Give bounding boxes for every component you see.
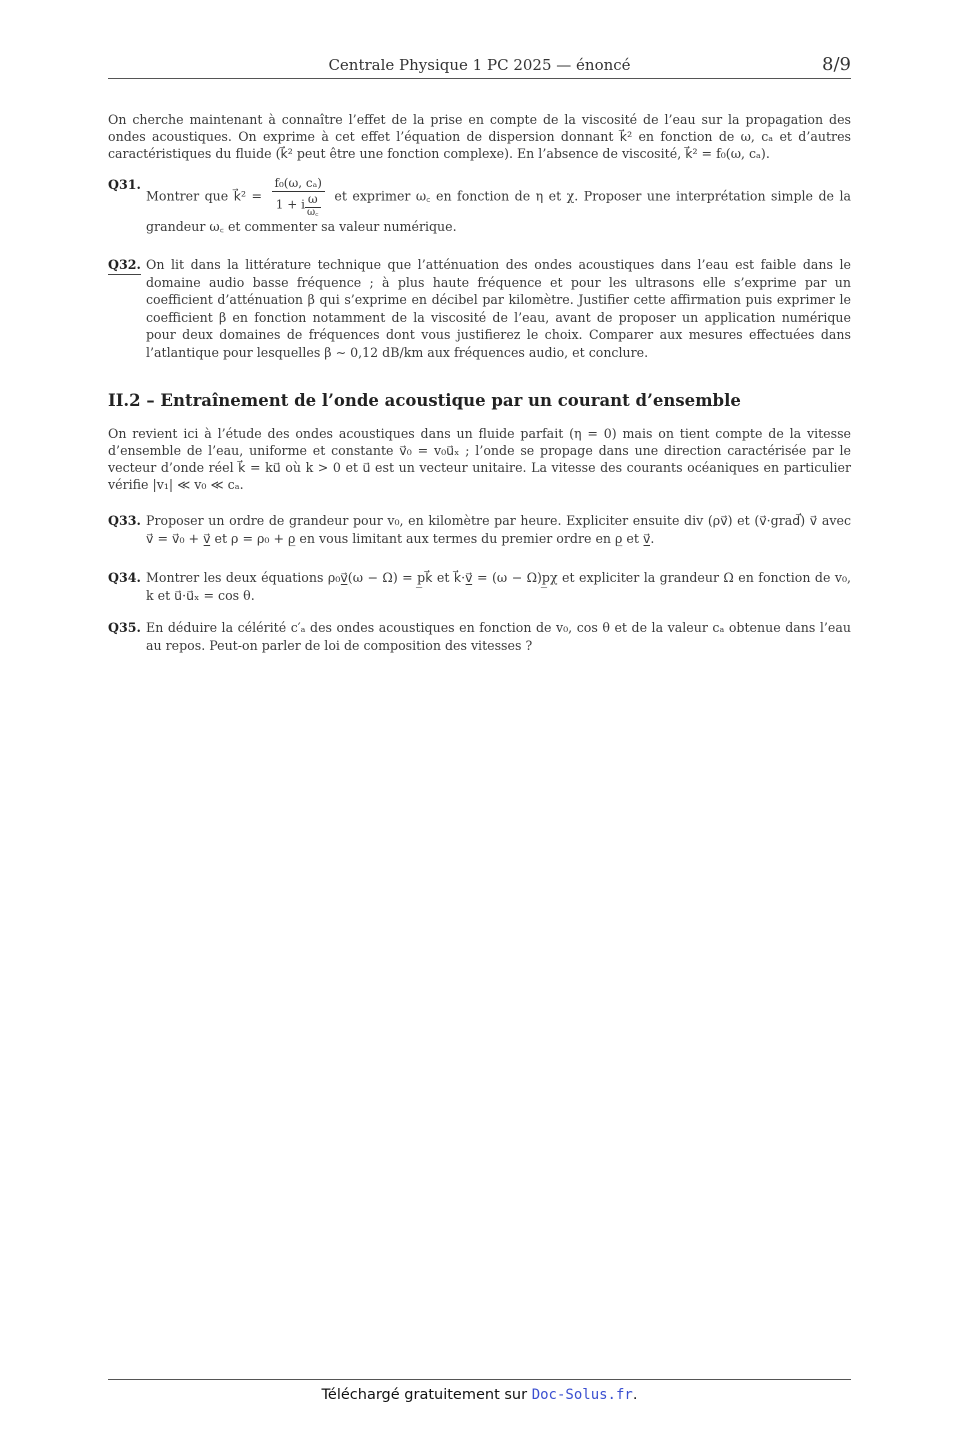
question-35 [108, 619, 851, 654]
page-number: 8/9 [822, 54, 851, 75]
q31-denominator-prefix: 1 + i [275, 197, 305, 212]
q31-fraction-numerator: f₀(ω, cₐ) [272, 176, 325, 192]
question-32 [108, 256, 851, 361]
footer-prefix: Téléchargé gratuitement sur [321, 1387, 528, 1403]
q31-text-before: Montrer que k⃗² = [146, 188, 263, 204]
question-body: En déduire la célérité c′ₐ des ondes acoustiques en fonction de v₀, cos θ et de la valeur cₐ obtenue dans l’eau au repos. Peut-on parler de loi de composition des vitesses ? [146, 620, 851, 653]
page-footer [108, 1387, 851, 1403]
question-body: Montrer les deux équations ρ₀v̲⃗(ω − Ω) = p̲k⃗ et k⃗·v̲⃗ = (ω − Ω)p̲χ et expliciter la grandeur Ω en fonction de v₀, k et u⃗·u⃗ₓ = cos θ. [146, 570, 851, 603]
question-number: Q31. [108, 177, 141, 192]
section-heading [108, 391, 851, 410]
question-number: Q35. [108, 620, 141, 635]
section-intro-paragraph: On revient ici à l’étude des ondes acoustiques dans un fluide parfait (η = 0) mais on tient compte de la vitesse d’ensemble de l’eau, uniforme et constante v⃗₀ = v₀u⃗ₓ ; l’onde se propage dans une direction caractérisée par le vecteur d’onde réel k⃗ = ku⃗ où k > 0 et u⃗ est un vecteur unitaire. La vitesse des courants océaniques en particulier vérifie |v₁| ≪ v₀ ≪ cₐ. [108, 426, 851, 492]
question-body: Proposer un ordre de grandeur pour v₀, en kilomètre par heure. Expliciter ensuite div (ρv⃗) et (v⃗·grad⃗) v⃗ avec v⃗ = v⃗₀ + v̲⃗ et ρ = ρ₀ + ρ̲ en vous limitant aux termes du premier ordre en ρ̲ et v̲⃗. [146, 513, 851, 546]
document-page [108, 0, 851, 1441]
question-number: Q33. [108, 513, 141, 528]
q31-inner-denominator: ω꜀ [306, 207, 319, 218]
question-number: Q34. [108, 570, 141, 585]
doc-solus-link[interactable]: Doc-Solus.fr [531, 1387, 633, 1403]
question-number: Q32. [108, 256, 141, 275]
q31-inner-fraction [305, 192, 321, 218]
question-body: On lit dans la littérature technique que l’atténuation des ondes acoustiques dans l’eau est faible dans le domaine audio basse fréquence ; à plus haute fréquence et pour les ultrasons elle s’exprime par un coefficient d’atténuation β qui s’exprime en décibel par kilomètre. Justifier cette affirmation puis exprimer le coefficient β en fonction notamment de la viscosité de l’eau, avant de proposer un application numérique pour deux domaines de fréquences dont vous justifierez le choix. Comparer aux mesures effectuées dans l’atlantique pour lesquelles β ∼ 0,12 dB/km aux fréquences audio, et conclure. [146, 257, 851, 360]
intro-paragraph: On cherche maintenant à connaître l’effet de la prise en compte de la viscosité de l’eau sur la propagation des ondes acoustiques. On exprime à cet effet l’équation de dispersion donnant k⃗² en fonction de ω, cₐ et d’autres caractéristiques du fluide (k⃗² peut être une fonction complexe). En l’absence de viscosité, k⃗² = f₀(ω, cₐ). [108, 112, 851, 161]
question-34 [108, 569, 851, 604]
question-31 [108, 176, 851, 236]
footer-rule [108, 1379, 851, 1380]
question-33 [108, 512, 851, 547]
footer-suffix: . [632, 1387, 638, 1403]
q31-fraction-denominator [272, 192, 325, 218]
q31-fraction [272, 176, 325, 218]
page-header [108, 54, 851, 79]
q31-text-after: et exprimer ω꜀ en fonction de η et χ. Proposer une interprétation simple de la grandeur ω꜀ et commenter sa valeur numérique. [146, 188, 851, 234]
section-number: II.2 [108, 391, 141, 410]
question-body [146, 176, 851, 236]
header-title: Centrale Physique 1 PC 2025 — énoncé [328, 56, 631, 74]
section-title: – Entraînement de l’onde acoustique par un courant d’ensemble [146, 391, 741, 410]
q31-inner-numerator: ω [305, 192, 321, 208]
